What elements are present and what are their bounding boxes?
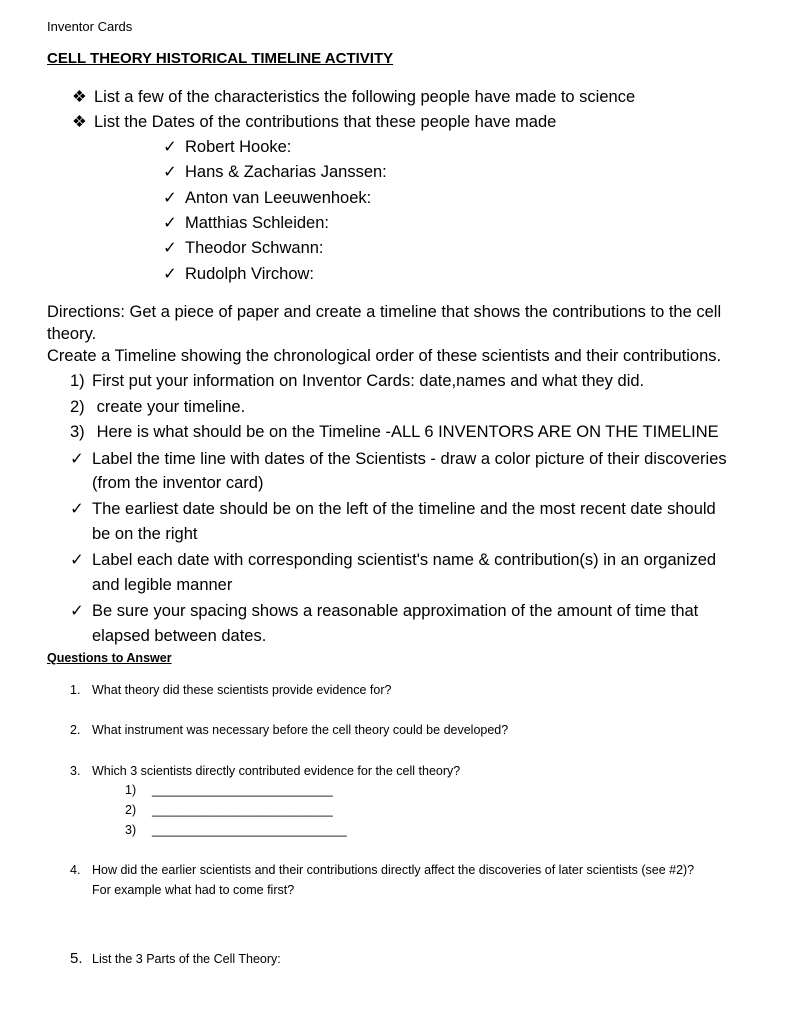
- question-item: 1. What theory did these scientists provide evidence for?: [70, 683, 392, 697]
- checkmark-icon: ✓: [163, 214, 177, 232]
- timeline-check-continuation: (from the inventor card): [92, 474, 264, 492]
- question-item: 5. List the 3 Parts of the Cell Theory:: [70, 950, 281, 967]
- question-item: 4. How did the earlier scientists and their contributions directly affect the discoveries of later scientists (see #2)?: [70, 863, 695, 877]
- directions-line: theory.: [47, 325, 97, 343]
- timeline-check-item: ✓ The earliest date should be on the left of the timeline and the most recent date should: [70, 500, 716, 518]
- timeline-check-item: ✓ Label each date with corresponding scientist's name & contribution(s) in an organized: [70, 551, 717, 569]
- scientist-item: ✓ Theodor Schwann:: [163, 239, 324, 257]
- answer-blank[interactable]: 1) __________________________: [125, 783, 333, 797]
- checkmark-icon: ✓: [163, 239, 177, 257]
- step-item: 1) First put your information on Inventor Cards: date,names and what they did.: [70, 372, 645, 390]
- directions-line: Directions: Get a piece of paper and create a timeline that shows the contributions to the cell: [47, 303, 722, 321]
- question-continuation: For example what had to come first?: [92, 883, 295, 897]
- checkmark-icon: ✓: [70, 602, 84, 620]
- checkmark-icon: ✓: [163, 138, 177, 156]
- step-item: 3) Here is what should be on the Timeline -ALL 6 INVENTORS ARE ON THE TIMELINE: [70, 423, 719, 441]
- diamond-bullet-icon: ❖: [72, 88, 87, 106]
- question-item: 3. Which 3 scientists directly contributed evidence for the cell theory?: [70, 764, 461, 778]
- answer-blank[interactable]: 2) __________________________: [125, 803, 333, 817]
- question-item: 2. What instrument was necessary before the cell theory could be developed?: [70, 723, 509, 737]
- timeline-check-continuation: be on the right: [92, 525, 198, 543]
- answer-blank[interactable]: 3) ____________________________: [125, 823, 347, 837]
- directions-line: Create a Timeline showing the chronological order of these scientists and their contributions.: [47, 347, 722, 365]
- timeline-check-item: ✓ Label the time line with dates of the Scientists - draw a color picture of their discoveries: [70, 450, 727, 468]
- scientist-item: ✓ Anton van Leeuwenhoek:: [163, 189, 372, 207]
- checkmark-icon: ✓: [163, 265, 177, 283]
- timeline-check-item: ✓ Be sure your spacing shows a reasonable approximation of the amount of time that: [70, 602, 699, 620]
- timeline-check-continuation: elapsed between dates.: [92, 627, 267, 645]
- checkmark-icon: ✓: [70, 551, 84, 569]
- header-label: Inventor Cards: [47, 19, 133, 34]
- step-item: 2) create your timeline.: [70, 398, 246, 416]
- checkmark-icon: ✓: [163, 163, 177, 181]
- bullet-item: ❖ List the Dates of the contributions that these people have made: [72, 113, 557, 131]
- scientist-item: ✓ Robert Hooke:: [163, 138, 292, 156]
- diamond-bullet-icon: ❖: [72, 113, 87, 131]
- checkmark-icon: ✓: [163, 189, 177, 207]
- checkmark-icon: ✓: [70, 500, 84, 518]
- scientist-item: ✓ Matthias Schleiden:: [163, 214, 329, 232]
- questions-heading: Questions to Answer: [47, 651, 172, 665]
- timeline-check-continuation: and legible manner: [92, 576, 233, 594]
- bullet-item: ❖ List a few of the characteristics the following people have made to science: [72, 88, 636, 106]
- checkmark-icon: ✓: [70, 450, 84, 468]
- scientist-item: ✓ Rudolph Virchow:: [163, 265, 315, 283]
- page-title: CELL THEORY HISTORICAL TIMELINE ACTIVITY: [47, 50, 394, 67]
- scientist-item: ✓ Hans & Zacharias Janssen:: [163, 163, 387, 181]
